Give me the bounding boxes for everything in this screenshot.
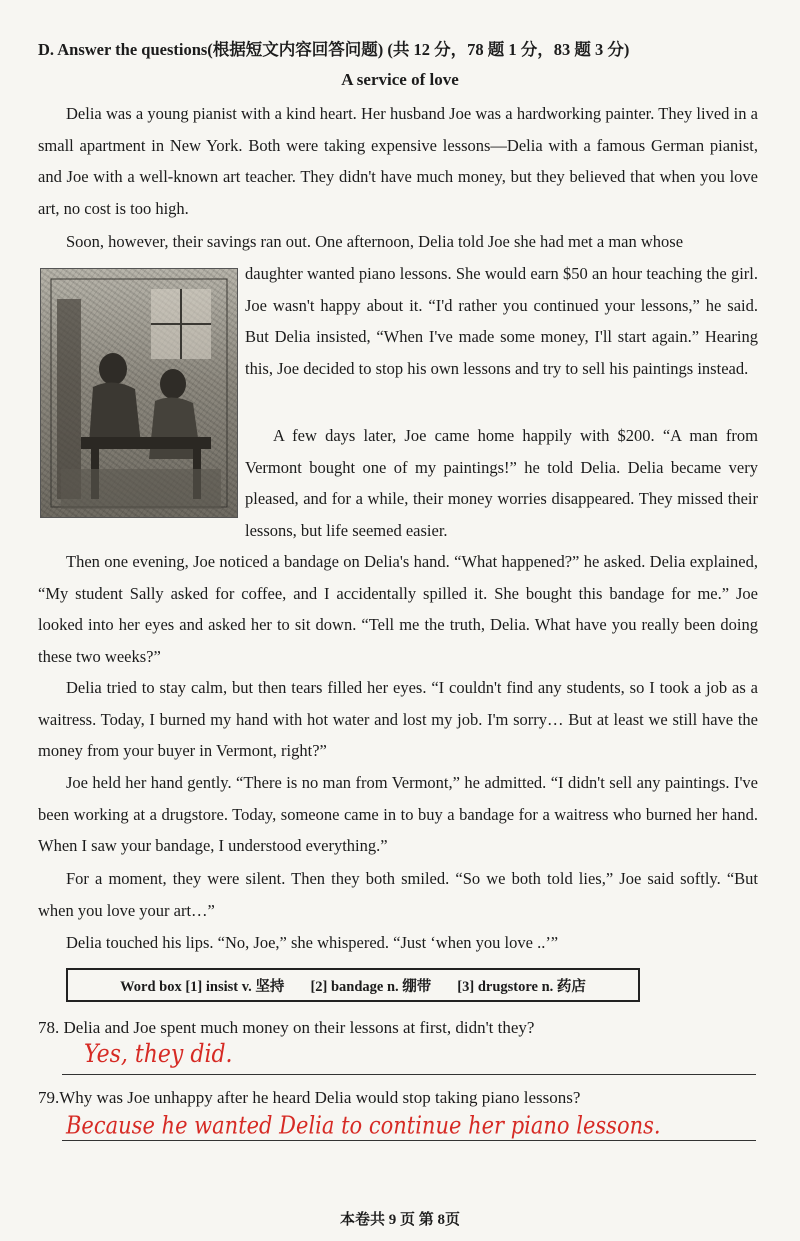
word-box-entry-2: [2] bandage n. 绷带 [310,978,432,995]
answer-79-handwriting: Because he wanted Delia to continue her piano lessons. [66,1111,661,1139]
word-box [66,968,640,1002]
question-78: 78. Delia and Joe spent much money on their lessons at first, didn't they? [38,1018,535,1037]
paragraph-5: Delia tried to stay calm, but then tears filled her eyes. “I couldn't find any students, so I took a job as a waitress. Today, I burned my hand with hot water and lost my job. I'm sorry… But at least we still have the money from your buyer in Vermont, right?” [38,678,758,761]
paragraph-8: Delia touched his lips. “No, Joe,” she whispered. “Just ‘when you love ..’” [66,933,559,952]
answer-79-line [62,1140,756,1141]
question-79: 79.Why was Joe unhappy after he heard Delia would stop taking piano lessons? [38,1088,581,1107]
page-footer: 本卷共 9 页 第 8页 [339,1212,460,1228]
word-box-entry-1: Word box [1] insist v. 坚持 [120,978,285,995]
paragraph-2-body: daughter wanted piano lessons. She would earn $50 an hour teaching the girl. Joe wasn't happy about it. “I'd rather you continued your lessons,” he said. But Delia insisted, “When I've made some money, I'll start again.” Hearing this, Joe decided to stop his own lessons and try to sell his paintings instead. [245,264,758,378]
paragraph-7: For a moment, they were silent. Then they both smiled. “So we both told lies,” Joe said softly. “But when you love your art…” [38,869,758,920]
story-illustration [40,268,238,518]
paragraph-1: Delia was a young pianist with a kind heart. Her husband Joe was a hardworking painter. They lived in a small apartment in New York. Both were taking expensive lessons—Delia with a famous German pianist, and Joe with a well-known art teacher. They didn't have much money, but they believed that when you love art, no cost is too high. [38,104,758,218]
section-heading: D. Answer the questions(根据短文内容回答问题) (共 12 分，78 题 1 分，83 题 3 分) [38,40,630,59]
answer-78-handwriting: Yes, they did. [84,1040,233,1069]
passage-title: A service of love [341,70,459,89]
paragraph-6: Joe held her hand gently. “There is no man from Vermont,” he admitted. “I didn't sell any paintings. I've been working at a drugstore. Today, someone came in to buy a bandage for a waitress who burned her hand. When I saw your bandage, I understood everything.” [38,773,758,856]
word-box-entry-3: [3] drugstore n. 药店 [457,978,586,995]
paragraph-2-lead: Soon, however, their savings ran out. One afternoon, Delia told Joe she had met a man whose [66,232,684,251]
paragraph-3: A few days later, Joe came home happily with $200. “A man from Vermont bought one of my paintings!” he told Delia. Delia became very pleased, and for a while, their money worries disappeared. They missed their lessons, but life seemed easier. [245,426,758,540]
illustration-drawing [41,269,237,517]
answer-78-line [62,1074,756,1075]
paragraph-4: Then one evening, Joe noticed a bandage on Delia's hand. “What happened?” he asked. Delia explained, “My student Sally asked for coffee, and I accidentally spilled it. She bought this bandage for me.” Joe looked into her eyes and asked her to sit down. “Tell me the truth, Delia. What have you really been doing these two weeks?” [38,552,758,666]
